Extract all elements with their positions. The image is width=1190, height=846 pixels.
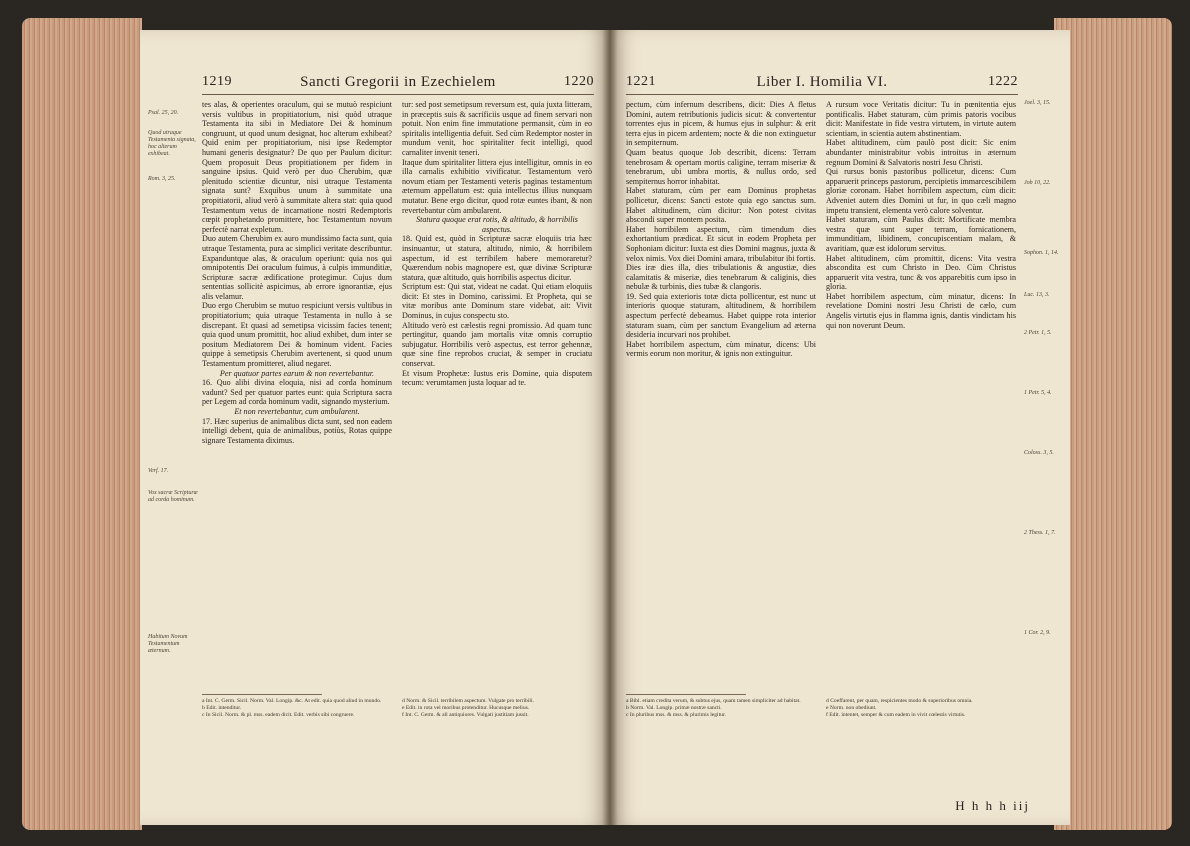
page-edges-right [1054,18,1172,830]
verse-heading: Per quatuor partes earum & non revertebantur. [219,368,375,378]
footnotes-left-1 [202,698,392,719]
paragraph: Habet altitudinem, cùm paulò post dicit: Sic enim abundanter ministrabitur vobis introitus in æternum regnum Domini & Salvatoris nostri Jesu Christi. [826,138,1016,167]
header-rule [202,94,594,95]
book-gutter [602,30,618,825]
paragraph: pectum, cùm infernum describens, dicit: Dies A fletus Domini, autem retributionis judicis sicut: & convertentur torrentes ejus in picem, & humus ejus in sulphur: & erit terra ejus in picem ardentem; nocte & die non extinguetur in sempiternum. [626,100,816,148]
left-column-2 [402,100,592,692]
paragraph: tur: sed post semetipsum reversum est, quia juxta litteram, in præceptis suis & sacrificiis usque ad finem servari non potuit. Non enim fine immutatione permansit, cùm in eo spiritalis intelligentia defuit. Sed cùm Redemptor noster in mundum venit, hoc spiritaliter fecit intelligi, quod carnaliter invenit teneri. [402,100,592,157]
paragraph: Qui rursus bonis pastoribus pollicetur, dicens: Cum apparuerit princeps pastorum, percipietis immarcescibilem gloriæ coronam. Habet horribilem aspectum, cùm dicit: Adveniet autem dies Domini ut fur, in quo cæli magno impetu transient, elementa verò calore solventur. [826,167,1016,215]
right-page-number: 1221 [626,74,656,89]
margin-note: Joel. 3, 15. [1024,100,1051,106]
margin-note: 1 Petr. 5, 4. [1024,390,1052,396]
left-column-1 [202,100,392,692]
paragraph: 17. Hæc superius de animalibus dicta sunt, sed non eadem intelligi debent, quia de animalibus, potiùs, Rotas quippe signare Testamenta diximus. [202,416,392,445]
footnote-rule [202,694,322,695]
page-edges-left [22,18,142,830]
left-column-number: 1220 [564,74,594,89]
footnote: a Int. C. Germ. Sicil. Norm. Val. Longip. &c. At edit. quia quod aliud in mundo. [202,698,382,704]
right-column-number: 1222 [988,74,1018,89]
paragraph: Quam beatus quoque Job describit, dicens: Terram tenebrosam & opertam mortis caligine, terram miseriæ & tenebrarum, ubi umbra mortis, & nullus ordo, sed sempiternus horror inhabitat. [626,147,816,186]
margin-note: Job 10, 22. [1024,180,1051,186]
footnotes-right-1 [626,698,816,719]
margin-note: Habitum Novum Testamentum æternum. [148,634,188,654]
footnote: b Edit. intenditur. [202,705,242,711]
paragraph: A rursum voce Veritatis dicitur: Tu in pœnitentia ejus pontificalis. Habet staturam, cùm primis patoris vocibus dicit: Manifestate in fide vestra virtutem, in virtute autem scientiam, in scientia autem abstinentiam. [826,100,1016,138]
paragraph: Scriptum est: Qui stat, videat ne cadat. Qui etiam eloquiis dicit: Et stes in Domino, carissimi. Et Propheta, qui se vitæ moribus ante Dominum stare videbat, ait: Vivit Dominus, in cujus conspectu sto. [402,282,592,321]
footnotes-right-2 [826,698,1016,719]
paragraph: Habet horribilem aspectum, cùm minatur, dicens: Ubi vermis eorum non moritur, & ignis non extinguitur. [626,339,816,359]
right-running-head [626,74,1018,94]
paragraph: 19. Sed quia exterioris totæ dicta pollicentur, est nunc ut interioris quoque staturam, altitudinem, & horribilem aspectum perfectè debeamus. Habet quippe rota interior staturam suam, cùm per sanctum Evangelium ad æterna desideria incurvari nos prohibet. [626,291,816,340]
left-running-title: Sancti Gregorii in Ezechielem [300,74,496,90]
footnote: d Norm. & Sicil. terribilem aspectum. Vulgate pro terribili. [402,698,534,704]
margin-note: Vox sacræ Scripturæ ad corda hominum. [148,490,198,503]
paragraph: Et visum Prophetæ: Iustus eris Domine, quia disputem tecum: verumtamen justa loquar ad te. [402,368,592,388]
paragraph: 18. Quid est, quòd in Scripturæ sacræ eloquiis tria hæc insinuantur, ut statura, altitudo, nimio, & horribilem aspectum, id est terribilem habere memoraretur? Quærendum nobis magnopere est, quæ divinæ Scripturæ statura, quæ altitudo, quis horribilis aspectus dicitur. [402,234,592,282]
open-book [22,12,1172,834]
paragraph: Dies iræ dies illa, dies tribulationis & angustiæ, dies calamitatis & miseriæ, dies tenebrarum & caliginis, dies nebulæ & turbinis, dies tubæ & clangoris. [626,263,816,292]
footnote: a Bibl. etiam credita verum, & subtus ejus, quam tamen simpliciter ad habitat. [626,698,801,704]
margin-note: Psal. 25, 20. [148,110,179,116]
footnote-rule [626,694,746,695]
footnote: f Int. C. Germ. & all antiquiores. Vulgati justitiam jussit. [402,712,529,718]
footnote: e Norm. non obediunt. [826,705,877,711]
margin-note: Quod utraque Testamenta signata, hoc alterum exhibeat. [148,130,196,157]
paragraph: Habet staturam, cùm Paulus dicit: Mortificate membra vestra quæ sunt super terram, fornicationem, immunditiam, libidinem, concupiscentiam malam, & avaritiam, quæ est idolorum servitus. [826,215,1016,253]
right-column-1 [626,100,816,692]
header-rule [626,94,1018,95]
footnote: c In Sicil. Norm. & pl. mss. eadem dicit. Edit. verbis sibi congruere. [202,712,355,718]
footnote: d Coeffarent, per quam, respicientes modo & superioribus omnia. [826,698,973,704]
paragraph: Habet staturam, cùm per eam Dominus prophetas pollicetur, dicens: Sancti estote quia ego sanctus sum. Habet altitudinem, cùm dicitur: Non potest civitas abscondi super montem posita. [626,186,816,225]
margin-note: 1 Cor. 2, 9. [1024,630,1051,636]
right-running-title: Liber I. Homilia VI. [756,74,888,90]
left-running-head [202,74,594,94]
paragraph: Duo autem Cherubim ex auro mundissimo facta sunt, quia utraque Testamenta, pura ac simplici veritate describuntur. Expanduntque alas, & oraculum operiunt: quia nos qui omnipotentis Dei oraculum fuimus, à culpis immunditiæ, Scripturæ sacræ ædificatione protegimur. Cujus dum sententias sollicitè aspicimus, ab errore ignorantiæ, ejus alis velamur. [202,234,392,301]
paragraph: Duo ergo Cherubim se mutuo respiciunt versis vultibus in propitiatorium; quia utraque Testamenta in nullo à se discrepant. Et quasi ad semetipsa vicissim facies tenent; quia quod unum promittit, hoc aliud exhibet, dum inter se positum Mediatorem Dei & hominum vident. Facies quippe à semetipsis Cherubim avertenent, si quod unum Testamentum promitteret, aliud negaret. [202,301,392,369]
paragraph: Itaque dum spiritaliter littera ejus intelligitur, omnis in eo illa carnalis exhibitio vivificatur. Testamentum verò novum etiam per Testamenti veteris paginas testamentum æternum appellatum est: quia intellectus illius nunquam mutatur. Bene ergo dicitur, quod rotæ euntes ibant, & non revertebantur cùm ambularent. [402,157,592,215]
margin-note: 2 Petr. 1, 5. [1024,330,1052,336]
margin-note: Rom. 3, 25. [148,176,176,182]
margin-note: Luc. 13, 3. [1024,292,1050,298]
margin-note: 2 Thess. 1, 7. [1024,530,1056,536]
footnotes-left-2 [402,698,592,719]
paragraph: 16. Quo alibi divina eloquia, nisi ad corda hominum vadunt? Sed per quatuor partes eunt: quia Scriptura sacra per Legem ad corda hominum vadit, signando mysterium. [202,378,392,407]
footnote: f Edit. intentet, semper & cum eadem in vivit cœlestis virtutis. [826,712,966,718]
margin-note: Sophon. 1, 14. [1024,250,1059,256]
margin-note: Coloss. 3, 5. [1024,450,1054,456]
right-column-2 [826,100,1016,692]
left-page-number: 1219 [202,74,232,89]
left-page [140,30,610,825]
signature-mark: H h h h iij [955,798,1030,813]
footnote: e Edit. in rota vel moribus protenditur. Hucusque melius. [402,705,530,711]
verse-heading: Statura quoque erat rotis, & altitudo, & horribilis aspectus. [416,215,578,234]
paragraph: Habet horribilem aspectum, cùm timendum dies exhortantium prædicat. Et sicut in eodem Propheta per Sophoniam dicitur: Iuxta est dies Domini magnus, juxta & velox nimis. Vox diei Domini amara, tribulabitur ibi fortis. [626,224,816,263]
footnote: c In pluribus mss. & mss. & plurimis legitur. [626,712,726,718]
paragraph: Altitudo verò est cælestis regni promissio. Ad quam tunc pertingitur, quando jam mortalis vitæ omnis corruptio subjugatur. Horribilis verò aspectus, est terror gehennæ, quæ sine fine reprobos cruciat, & semper in cruciatu conservat. [402,320,592,369]
paragraph: Habet altitudinem, cùm promittit, dicens: Vita vestra abscondita est cum Christo in Deo. Cùm Christus apparuerit vita vestra, tunc & vos apparebitis cum ipso in gloria. [826,253,1016,292]
footnote: b Norm. Val. Longip. primæ nostræ sancti. [626,705,722,711]
paragraph: Habet horribilem aspectum, cùm minatur, dicens: In revelatione Domini nostri Jesu Christi de cælo, cum Angelis virtutis ejus in flamma ignis, dantis vindictam his qui non noverunt Deum. [826,291,1016,330]
verse-heading: Et non revertebantur, cum ambularent. [234,407,360,416]
paragraph: tes alas, & operientes oraculum, qui se mutuò respiciunt versis vultibus in propitiatorium, nisi quòd utraque Testamenta ita sibi in Mediatore Dei & hominum congruunt, ut quod unum designat, hoc alterum exhibeat? Quid enim per propitiatorium, nisi ipse Redemptor humani generis designatur? De quo per Paulum dicitur: Quem proposuit Deus propitiationem per fidem in sanguine ipsius. Quid verò per duo Cherubim, quæ plenitudo scientiæ dicuntur, nisi utraque Testamenta signata sunt? Exquibus unum à summitate una propitiatorii, aliud verò à summitate altera stat: quia quod Testamentum vetus de incarnatione nostri Redemptoris cœpit prophetando promittere, hoc Testamentum novum perfectè narrat expletum. [202,100,392,234]
margin-note: Verf. 17. [148,468,169,474]
right-page [610,30,1070,825]
